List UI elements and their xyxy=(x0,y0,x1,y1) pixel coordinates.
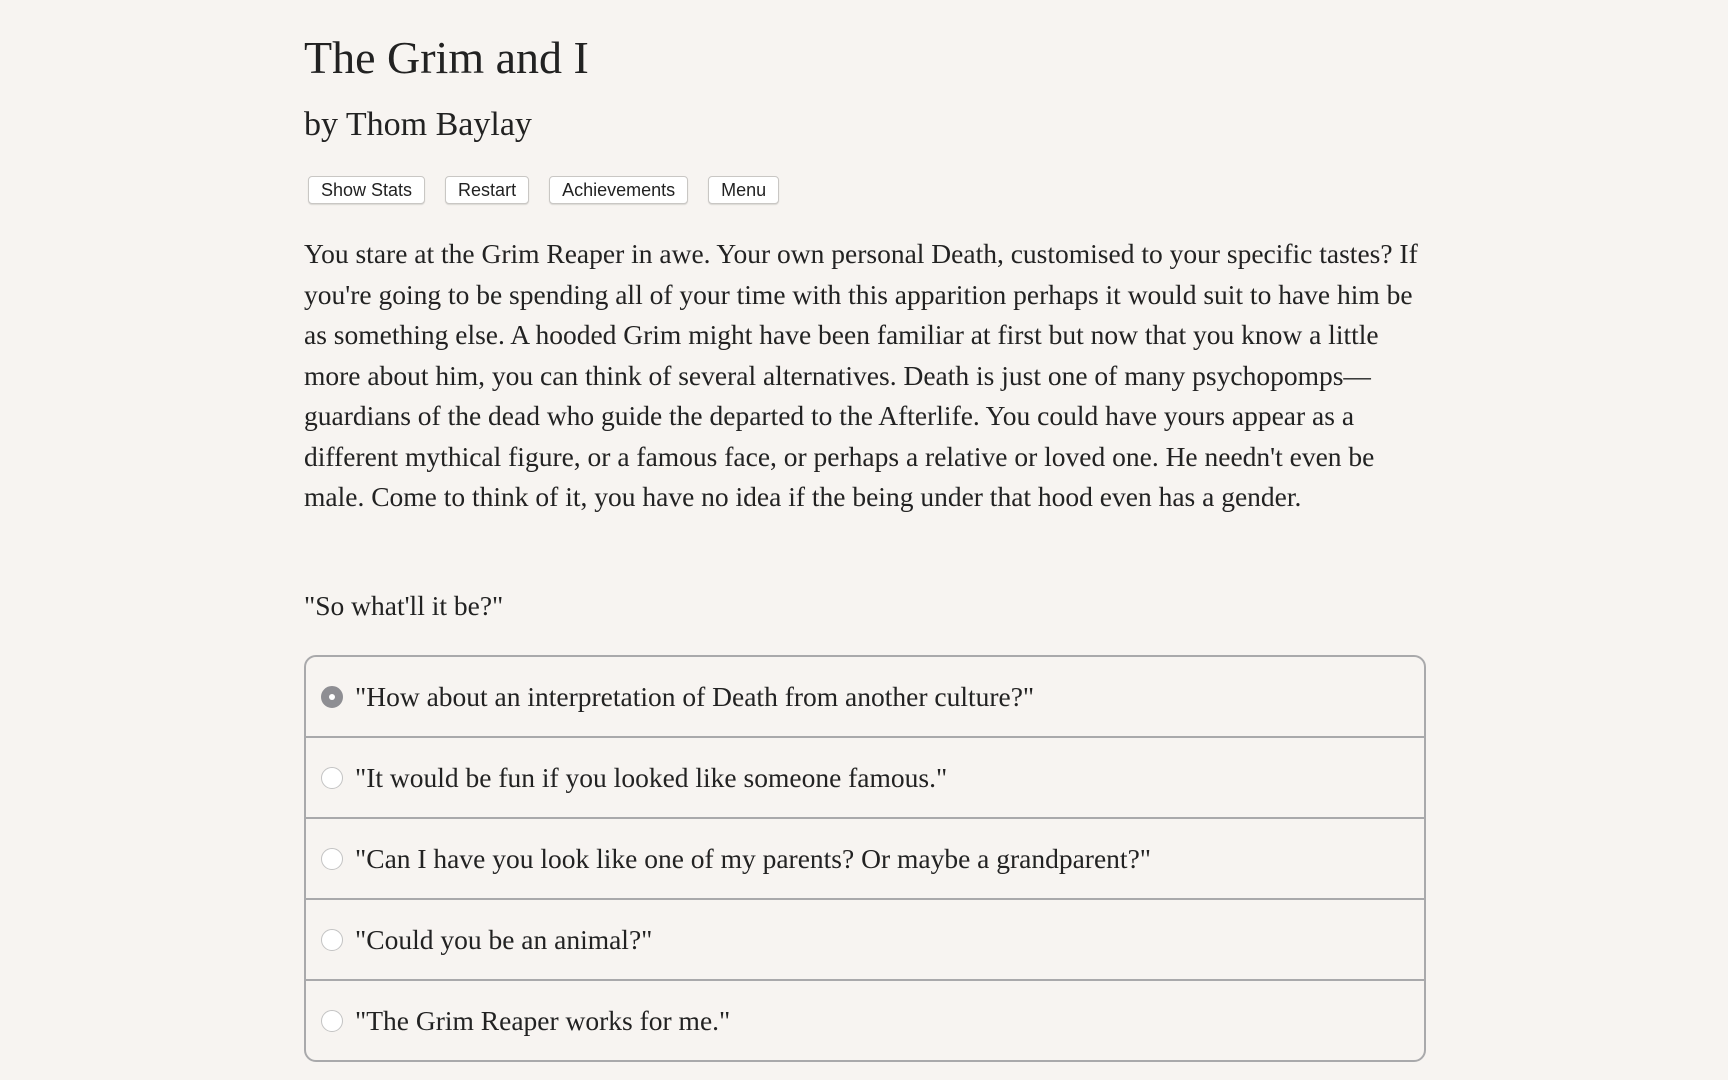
passage-text: You stare at the Grim Reaper in awe. Your own personal Death, customised to your specific tastes? If you're going to be spending all of your time with this apparition perhaps it would suit to have him be as something else. A hooded Grim might have been familiar at first but now that you know a little more about him, you can think of several alternatives. Death is just one of many psychopomps—guardians of the dead who guide the departed to the Afterlife. You could have yours appear as a different mythical figure, or a famous face, or perhaps a relative or loved one. He needn't even be male. Come to think of it, you have no idea if the being under that hood even has a gender. xyxy=(304,238,1418,512)
choice-label: "It would be fun if you looked like someone famous." xyxy=(355,761,948,793)
choice-option[interactable] xyxy=(306,979,1424,1060)
story-passage xyxy=(304,234,1429,518)
radio-unselected-icon[interactable] xyxy=(321,767,343,789)
choice-option[interactable] xyxy=(306,657,1424,736)
radio-unselected-icon[interactable] xyxy=(321,848,343,870)
choice-label: "How about an interpretation of Death from another culture?" xyxy=(355,680,1035,712)
choice-label: "Could you be an animal?" xyxy=(355,923,653,955)
game-title: The Grim and I xyxy=(304,32,589,83)
choice-option[interactable] xyxy=(306,817,1424,898)
choice-option[interactable] xyxy=(306,736,1424,817)
author-byline: by Thom Baylay xyxy=(304,106,532,143)
choice-label: "Can I have you look like one of my parents? Or maybe a grandparent?" xyxy=(355,842,1151,874)
achievements-button[interactable]: Achievements xyxy=(549,176,688,204)
radio-selected-icon[interactable] xyxy=(321,686,343,708)
restart-button[interactable]: Restart xyxy=(445,176,529,204)
radio-unselected-icon[interactable] xyxy=(321,1010,343,1032)
toolbar xyxy=(308,176,799,204)
radio-unselected-icon[interactable] xyxy=(321,929,343,951)
show-stats-button[interactable]: Show Stats xyxy=(308,176,425,204)
choice-option[interactable] xyxy=(306,898,1424,979)
choice-label: "The Grim Reaper works for me." xyxy=(355,1004,731,1036)
dialogue-prompt: "So what'll it be?" xyxy=(304,590,504,621)
menu-button[interactable]: Menu xyxy=(708,176,779,204)
choice-list xyxy=(304,655,1426,1062)
